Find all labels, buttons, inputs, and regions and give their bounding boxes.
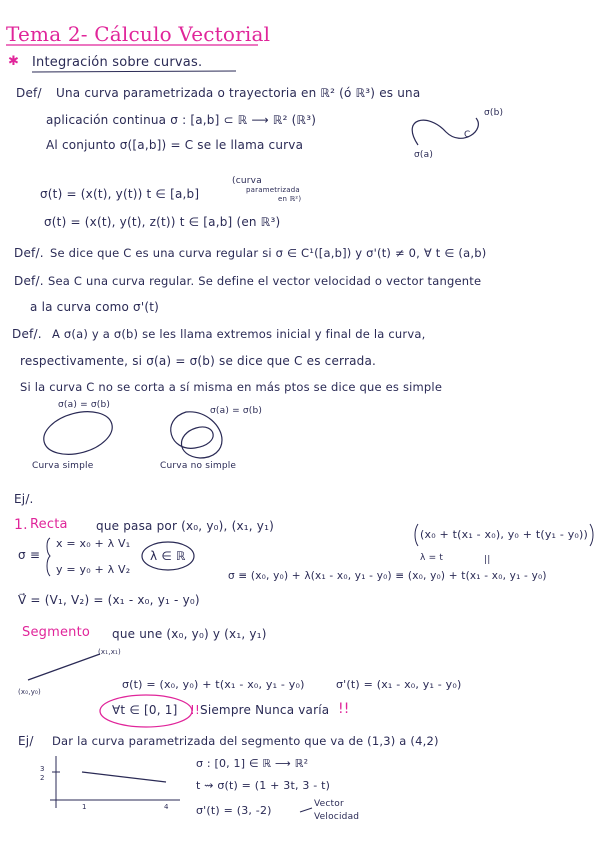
ej2-text: Dar la curva parametrizada del segmento que va de (1,3) a (4,2) [52, 734, 439, 748]
bracket-right [590, 524, 593, 546]
ej2-sigma-t: t ⇝ σ(t) = (1 + 3t, 3 - t) [196, 779, 331, 792]
simple-curve-eq: σ(a) = σ(b) [58, 400, 111, 410]
axis-label-x4: 4 [164, 803, 169, 811]
nonsimple-curve-caption: Curva no simple [160, 461, 237, 471]
ej2-vector-label: Vector [314, 799, 344, 809]
ej2-sigma-prime: σ'(t) = (3, -2) [196, 804, 272, 817]
ej2-map: σ : [0, 1] ∈ ℝ ⟶ ℝ² [196, 757, 309, 770]
boxed-expression: (x₀ + t(x₁ - x₀), y₀ + t(y₁ - y₀)) [420, 528, 589, 541]
ej2-label: Ej/ [18, 734, 34, 748]
def3-line1: Sea C una curva regular. Se define el vector velocidad o vector tangente [48, 274, 482, 288]
def1-line1: Una curva parametrizada o trayectoria en ℝ² (ó ℝ³) es una [56, 86, 421, 100]
lambda-real: λ ∈ ℝ [150, 549, 186, 563]
def1-line3: Al conjunto σ([a,b]) = C se le llama curva [46, 138, 304, 152]
param-eq-r2: σ(t) = (x(t), y(t)) t ∈ [a,b] [40, 187, 200, 201]
sigma-long-eq: σ ≡ (x₀, y₀) + λ(x₁ - x₀, y₁ - y₀) ≡ (x₀, y₀) + t(x₁ - x₀, y₁ - y₀) [228, 570, 547, 582]
axis-label-x1: 1 [82, 803, 87, 811]
lambda-equals-t: λ = t [420, 553, 444, 563]
param-eq-r3: σ(t) = (x(t), y(t), z(t)) t ∈ [a,b] (en ℝ³) [44, 215, 281, 229]
def4-line1: A σ(a) y a σ(b) se les llama extremos inicial y final de la curva, [52, 327, 426, 341]
example-segment [82, 772, 166, 782]
simple-curve-shape [39, 405, 117, 462]
def3-line2: a la curva como σ'(t) [30, 300, 160, 314]
exclaim-mark: !! [190, 703, 201, 717]
system-sigma: σ ≡ [18, 548, 41, 562]
nonsimple-curve-eq: σ(a) = σ(b) [210, 406, 263, 416]
param-note-1: (curva [232, 176, 262, 186]
param-note-2: parametrizada [246, 186, 300, 194]
never-varies: Siempre Nunca varía [200, 703, 330, 717]
def1-line2: aplicación continua σ : [a,b] ⊂ ℝ ⟶ ℝ² (ℝ³) [46, 113, 317, 127]
item1-number: 1. [14, 517, 28, 533]
def3-label: Def/. [14, 274, 44, 288]
section-heading: Integración sobre curvas. [32, 55, 203, 70]
axis-label-y2: 2 [40, 774, 45, 782]
def4-line2: respectivamente, si σ(a) = σ(b) se dice que C es cerrada. [20, 354, 377, 368]
curve-c-label: C [464, 130, 471, 140]
forall-t: ∀t ∈ [0, 1] [112, 703, 178, 717]
axis-label-y3: 3 [40, 765, 45, 773]
star-icon: ✱ [8, 54, 20, 69]
def1-label: Def/ [16, 86, 42, 100]
segment-sigma-prime: σ'(t) = (x₁ - x₀, y₁ - y₀) [336, 678, 462, 691]
ej2-velocidad-label: Velocidad [314, 812, 360, 822]
segment-title: Segmento [22, 625, 91, 640]
vector-v: V⃗ = (V₁, V₂) = (x₁ - x₀, y₁ - y₀) [18, 593, 200, 607]
bang-mark: !! [338, 701, 350, 717]
simple-curve-caption: Curva simple [32, 461, 94, 471]
arrow-velocidad [300, 808, 312, 812]
system-brace [47, 538, 50, 576]
segment-text: que une (x₀, y₀) y (x₁, y₁) [112, 627, 267, 641]
parallel-mark: || [484, 555, 491, 565]
system-eq-y: y = y₀ + λ V₂ [56, 563, 131, 576]
segment-point-0: (x₀,y₀) [18, 688, 41, 696]
def4-line3: Si la curva C no se corta a sí misma en más ptos se dice que es simple [20, 380, 443, 394]
nonsimple-curve-shape [171, 412, 222, 458]
sigma-a-label: σ(a) [414, 150, 434, 160]
sigma-b-label: σ(b) [484, 108, 504, 118]
item1-text: que pasa por (x₀, y₀), (x₁, y₁) [96, 519, 274, 533]
system-eq-x: x = x₀ + λ V₁ [56, 537, 131, 550]
def2-label: Def/. [14, 246, 44, 260]
segment-sigma: σ(t) = (x₀, y₀) + t(x₁ - x₀, y₁ - y₀) [122, 678, 305, 691]
param-note-3: en ℝ²) [278, 195, 302, 203]
page-title: Tema 2- Cálculo Vectorial [6, 22, 271, 46]
section-underline [32, 71, 236, 72]
examples-label: Ej/. [14, 492, 34, 506]
segment-sketch [28, 654, 100, 680]
segment-point-1: (x₁,x₁) [98, 648, 121, 656]
def2-text: Se dice que C es una curva regular si σ ∈ C¹([a,b]) y σ'(t) ≠ 0, ∀ t ∈ (a,b) [50, 246, 487, 260]
item1-title: Recta [30, 517, 68, 532]
def4-label: Def/. [12, 327, 42, 341]
bracket-left [415, 524, 418, 546]
